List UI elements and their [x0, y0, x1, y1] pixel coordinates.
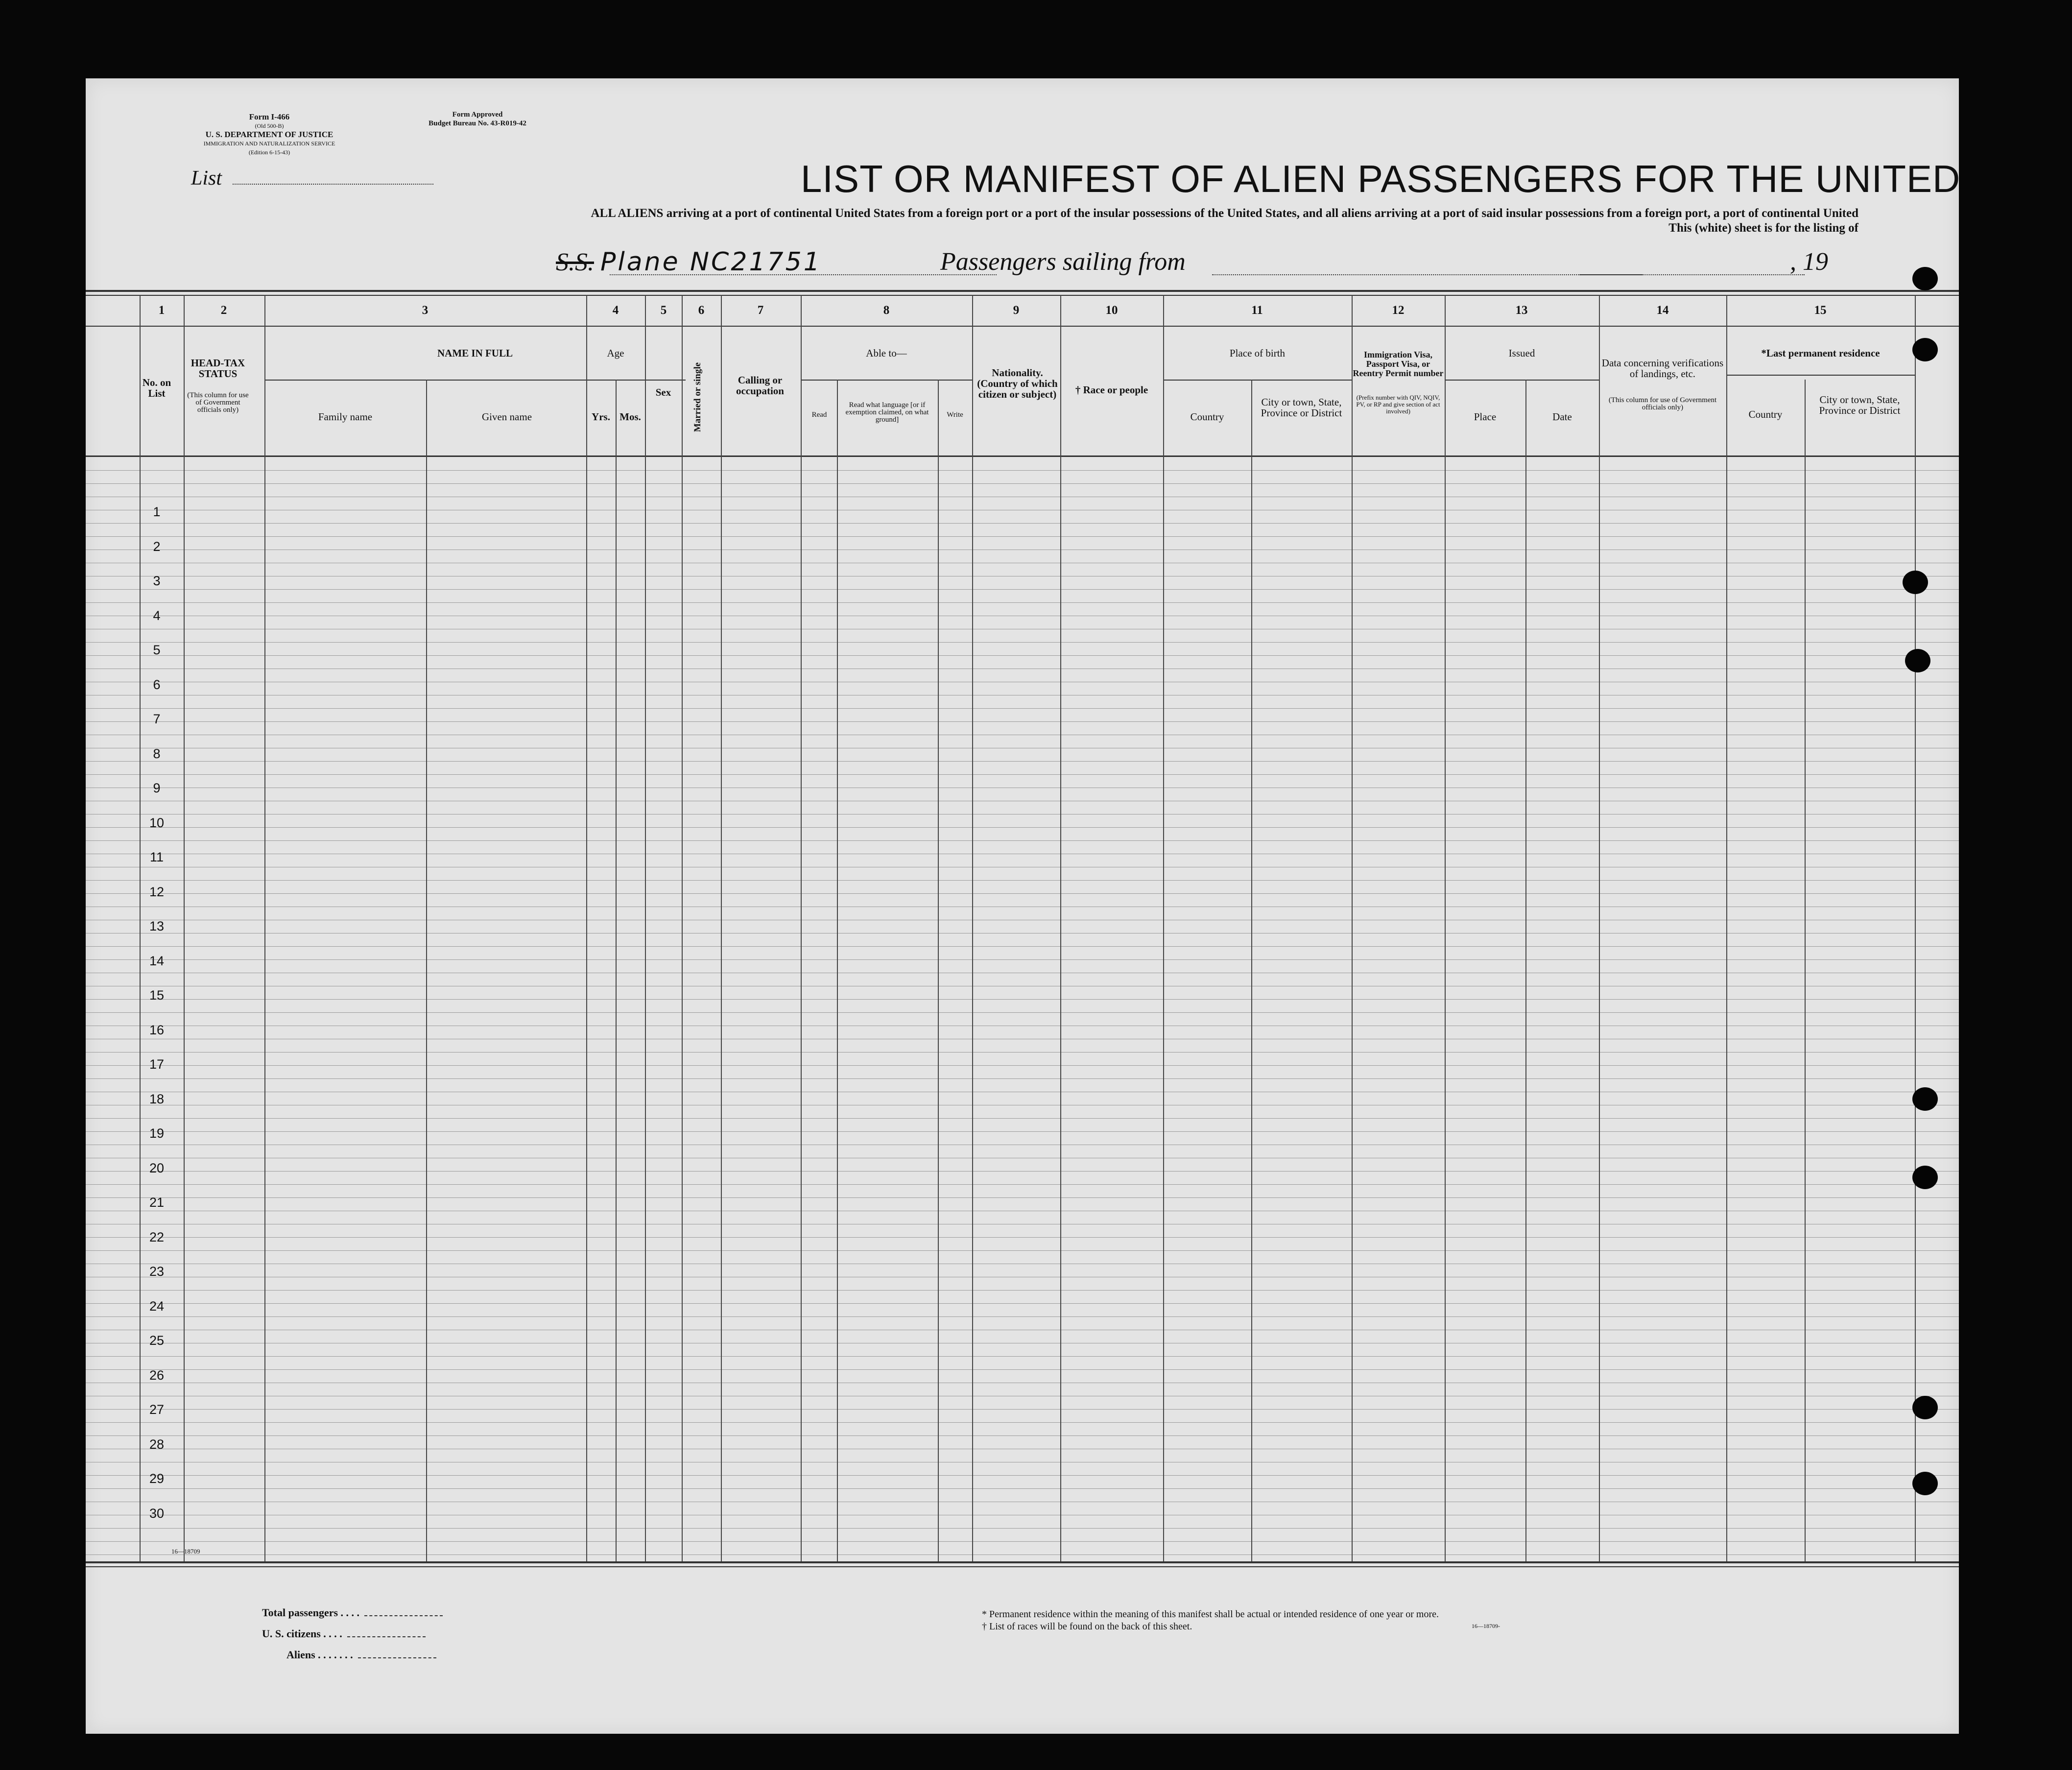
- column-number: 2: [220, 304, 227, 317]
- column-line: [426, 380, 427, 1561]
- row-number: 19: [149, 1126, 165, 1141]
- header-place-of-birth: Place of birth: [1229, 347, 1286, 359]
- row-number: 8: [153, 746, 161, 761]
- row-rule: [86, 1237, 1959, 1238]
- row-rule: [86, 1316, 1959, 1317]
- total-passengers-label: Total passengers . . . .: [262, 1606, 360, 1619]
- header-head-tax: HEAD-TAX STATUS: [191, 357, 245, 380]
- us-citizens-label: U. S. citizens . . . .: [262, 1627, 342, 1640]
- column-line: [1163, 295, 1164, 1561]
- header-issued: Issued: [1508, 347, 1535, 359]
- row-number: 4: [153, 608, 161, 623]
- table-top-border: [86, 290, 1959, 292]
- column-number: 9: [1013, 304, 1020, 317]
- column-line: [837, 380, 838, 1561]
- punch-hole: [1912, 338, 1938, 361]
- column-line: [1251, 380, 1252, 1561]
- row-rule: [86, 721, 1959, 722]
- column-line: [1060, 295, 1061, 1561]
- row-number: 29: [149, 1471, 165, 1486]
- row-rule: [86, 1488, 1959, 1489]
- column-line: [721, 295, 722, 1561]
- column-line: [645, 295, 646, 1561]
- sailing-label: Passengers sailing from: [940, 248, 1186, 276]
- column-line: [586, 295, 587, 1561]
- subtitle: ALL ALIENS arriving at a port of continental United States from a foreign port or a port of the insular possessions of the United States, and all aliens arriving at a port of said insular possessions from a foreign port, a port of continental United: [591, 207, 1858, 220]
- header-married: Married or single: [692, 362, 703, 432]
- department: U. S. DEPARTMENT OF JUSTICE: [205, 130, 333, 139]
- row-rule: [86, 840, 1959, 841]
- service-name: IMMIGRATION AND NATURALIZATION SERVICE: [203, 140, 335, 147]
- header-data-note: (This column for use of Government officials only): [1608, 396, 1717, 411]
- column-number: 10: [1105, 304, 1118, 317]
- header-nationality: Nationality. (Country of which citizen or subject): [977, 367, 1058, 400]
- aliens-line[interactable]: [358, 1657, 436, 1658]
- row-rule: [86, 761, 1959, 762]
- header-last-residence: *Last permanent residence: [1761, 347, 1880, 359]
- row-number: 23: [149, 1264, 165, 1279]
- column-number: 13: [1515, 304, 1528, 317]
- header-age: Age: [607, 347, 624, 359]
- vessel-name: Plane NC21751: [600, 247, 822, 277]
- header-birth-city: City or town, State, Province or District: [1261, 396, 1342, 419]
- column-number: 4: [612, 304, 619, 317]
- total-passengers-line[interactable]: [364, 1615, 443, 1616]
- form-number: Form I-466: [249, 112, 290, 121]
- row-number: 3: [153, 574, 161, 588]
- row-rule: [86, 1171, 1959, 1172]
- row-rule: [86, 999, 1959, 1000]
- table-top-border-2: [86, 295, 1959, 296]
- row-number: 20: [149, 1161, 165, 1175]
- row-number: 5: [153, 643, 161, 657]
- column-line: [616, 380, 617, 1561]
- header-race: † Race or people: [1075, 384, 1148, 396]
- old-form-number: (Old 500-B): [255, 122, 284, 129]
- row-rule: [86, 1012, 1959, 1013]
- row-rule: [86, 536, 1959, 537]
- column-line: [1805, 380, 1806, 1561]
- header-sex: Sex: [655, 386, 671, 398]
- row-number: 1: [153, 504, 161, 519]
- able-sub-divider: [801, 380, 972, 381]
- form-info: [181, 113, 357, 157]
- header-read: Read: [811, 411, 827, 419]
- row-rule: [86, 1541, 1959, 1542]
- vessel-line: [556, 247, 822, 277]
- row-rule: [86, 1078, 1959, 1079]
- header-given-name: Given name: [481, 411, 532, 423]
- birth-sub-divider: [1163, 380, 1352, 381]
- column-line: [972, 295, 973, 1561]
- column-line: [184, 295, 185, 1561]
- year-label: , 19: [1790, 248, 1828, 276]
- column-line: [938, 380, 939, 1561]
- row-number: 6: [153, 677, 161, 692]
- row-rule: [86, 1422, 1959, 1423]
- list-label: List: [191, 167, 222, 190]
- row-rule: [86, 655, 1959, 656]
- header-res-city: City or town, State, Province or District: [1819, 394, 1901, 416]
- row-rule: [86, 1065, 1959, 1066]
- row-number: 24: [149, 1299, 165, 1314]
- header-no-on-list: No. on List: [142, 377, 171, 399]
- row-rule: [86, 959, 1959, 960]
- row-number: 10: [149, 815, 165, 830]
- row-rule: [86, 483, 1959, 484]
- row-rule: [86, 1290, 1959, 1291]
- row-number: 21: [149, 1195, 165, 1210]
- torn-edge: [1964, 313, 2072, 1734]
- row-number: 14: [149, 954, 165, 968]
- list-number-line: [233, 184, 433, 185]
- manifest-sheet: [86, 78, 1959, 1734]
- column-number: 5: [660, 304, 667, 317]
- row-number: 26: [149, 1368, 165, 1383]
- header-yrs: Yrs.: [592, 411, 610, 423]
- row-rule: [86, 893, 1959, 894]
- header-able-to: Able to—: [866, 347, 907, 359]
- header-birth-country: Country: [1190, 411, 1224, 423]
- footer-us-citizens: [262, 1627, 426, 1640]
- header-visa: Immigration Visa, Passport Visa, or Reentry Permit number: [1353, 350, 1444, 378]
- column-number: 12: [1392, 304, 1405, 317]
- row-rule: [86, 1435, 1959, 1436]
- punch-hole: [1912, 1087, 1938, 1111]
- punch-hole: [1912, 267, 1938, 290]
- us-citizens-line[interactable]: [347, 1636, 426, 1637]
- header-name-in-full: NAME IN FULL: [437, 347, 513, 359]
- header-bottom-border: [86, 455, 1959, 457]
- row-rule: [86, 946, 1959, 947]
- column-line: [682, 295, 683, 1561]
- table-bottom-border: [86, 1561, 1959, 1563]
- aliens-label: Aliens . . . . . . .: [286, 1649, 353, 1661]
- column-number: 11: [1251, 304, 1263, 317]
- row-rule: [86, 523, 1959, 524]
- row-rule: [86, 1356, 1959, 1357]
- row-number: 7: [153, 712, 161, 726]
- row-rule: [86, 1250, 1959, 1251]
- row-number: 13: [149, 919, 165, 933]
- header-issued-place: Place: [1474, 411, 1497, 423]
- sailing-date-line: [1579, 274, 1805, 275]
- row-rule: [86, 708, 1959, 709]
- row-rule: [86, 1184, 1959, 1185]
- row-rule: [86, 642, 1959, 643]
- header-head-tax-note: (This column for use of Government officials only): [187, 391, 249, 414]
- issued-sub-divider: [1445, 380, 1599, 381]
- column-line: [1726, 295, 1727, 1561]
- punch-hole: [1912, 1472, 1938, 1495]
- edition: (Edition 6-15-43): [248, 149, 290, 156]
- row-number: 9: [153, 781, 161, 795]
- column-line: [1599, 295, 1600, 1561]
- row-rule: [86, 1409, 1959, 1410]
- header-visa-note: (Prefix number with QIV, NQIV, PV, or RP and give section of act involved): [1356, 394, 1440, 415]
- row-rule: [86, 827, 1959, 828]
- form-approved: Form Approved: [452, 111, 503, 119]
- page-title: LIST OR MANIFEST OF ALIEN PASSENGERS FOR THE UNITED: [801, 157, 1961, 200]
- footnote-code: 16—18709-: [1472, 1623, 1500, 1629]
- row-number: 25: [149, 1333, 165, 1348]
- footnote-races: † List of races will be found on the back of this sheet.: [982, 1621, 1192, 1632]
- column-number: 1: [158, 304, 165, 317]
- punch-hole: [1912, 1396, 1938, 1419]
- row-rule: [86, 880, 1959, 881]
- header-issued-date: Date: [1552, 411, 1572, 423]
- vessel-underline: [610, 274, 997, 275]
- row-number: 27: [149, 1402, 165, 1417]
- budget-bureau: Budget Bureau No. 43-R019-42: [429, 120, 526, 127]
- row-rule: [86, 589, 1959, 590]
- row-number: 15: [149, 988, 165, 1003]
- column-number: 14: [1656, 304, 1669, 317]
- header-data-concerning: Data concerning verifications of landings, etc.: [1601, 357, 1724, 380]
- row-rule: [86, 602, 1959, 603]
- column-line: [801, 295, 802, 1561]
- footnote-residence: * Permanent residence within the meaning of this manifest shall be actual or intended residence of one year or more.: [982, 1609, 1439, 1620]
- header-mos: Mos.: [619, 411, 641, 423]
- column-line: [1915, 295, 1916, 1561]
- column-line: [1525, 380, 1526, 1561]
- residence-sub-divider: [1726, 375, 1915, 376]
- punch-hole: [1903, 571, 1928, 594]
- row-rule: [86, 1528, 1959, 1529]
- row-number: 30: [149, 1506, 165, 1521]
- row-rule: [86, 1475, 1959, 1476]
- column-line: [1352, 295, 1353, 1561]
- row-rule: [86, 774, 1959, 775]
- subtitle-2: This (white) sheet is for the listing of: [1668, 221, 1858, 235]
- budget-info: [399, 110, 556, 128]
- row-number: 11: [149, 850, 164, 864]
- punch-hole: [1912, 1166, 1938, 1189]
- column-number: 7: [757, 304, 764, 317]
- table-bottom-border-2: [86, 1566, 1959, 1567]
- print-code: 16—18709: [171, 1548, 200, 1555]
- column-line: [264, 295, 265, 1561]
- punch-hole: [1905, 649, 1930, 672]
- column-number: 15: [1814, 304, 1827, 317]
- row-rule: [86, 1303, 1959, 1304]
- column-number: 3: [422, 304, 429, 317]
- column-number: 8: [883, 304, 890, 317]
- row-number: 12: [149, 885, 165, 899]
- row-rule: [86, 1369, 1959, 1370]
- row-rule: [86, 1118, 1959, 1119]
- row-number: 17: [149, 1057, 165, 1072]
- sailing-port-line: [1212, 274, 1643, 275]
- row-number: 2: [153, 539, 161, 554]
- header-calling: Calling or occupation: [736, 374, 784, 397]
- header-write: Write: [947, 411, 963, 419]
- header-res-country: Country: [1748, 408, 1783, 420]
- row-rule: [86, 1197, 1959, 1198]
- column-number: 6: [698, 304, 705, 317]
- footer-total-passengers: [262, 1606, 443, 1619]
- row-number: 28: [149, 1437, 165, 1452]
- footer-aliens: [286, 1649, 436, 1661]
- row-number: 18: [149, 1092, 165, 1106]
- row-rule: [86, 1131, 1959, 1132]
- colnum-divider: [86, 326, 1959, 327]
- row-number: 16: [149, 1023, 165, 1037]
- row-number: 22: [149, 1230, 165, 1244]
- vessel-prefix: S.S.: [556, 248, 594, 276]
- column-line: [1445, 295, 1446, 1561]
- header-family-name: Family name: [318, 411, 373, 423]
- row-rule: [86, 470, 1959, 471]
- header-read-language: Read what language [or if exemption claimed, on what ground]: [845, 401, 929, 424]
